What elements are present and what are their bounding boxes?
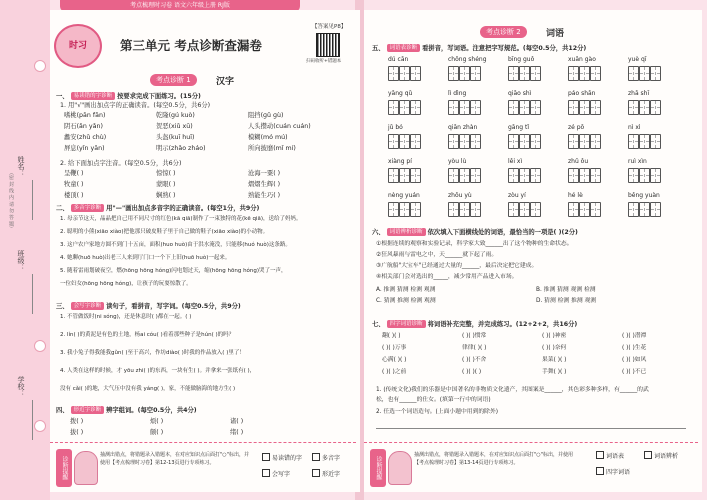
writing-cell[interactable] [650, 100, 661, 115]
footer-text: 抽测出错点，将错题录入错题本，在对应知识点后面打"○"标出，并使用【考点梳理时习卷】第13-14页进行专项练习。 [414, 452, 573, 466]
writing-cell[interactable] [388, 66, 399, 81]
idiom-blank[interactable]: 心满( )( ) [382, 357, 407, 363]
diagnosis-footer [50, 442, 356, 497]
q-title: 用"—"画出加点多音字的正确读音。(每空1分，共9分) [106, 205, 260, 212]
pinyin-label: zé pō [568, 124, 585, 131]
pinyin-label: yòu lù [448, 158, 467, 165]
question-line: 2. 聪明的小熊(xiāo xiào)把他那只破皮鞋子里于自己做的鞋子(xiāo xiào)的小动物。 [60, 229, 269, 235]
q-number: 一、 [56, 93, 69, 100]
writing-cell[interactable] [519, 202, 530, 217]
pinyin-label: qiāo shì [508, 90, 532, 97]
writing-cell[interactable] [568, 100, 579, 115]
pinyin-label: zhā shī [628, 90, 650, 97]
idiom-blank[interactable]: 翻( )( ) [382, 333, 401, 339]
writing-cell[interactable] [579, 168, 590, 183]
q-number: 三、 [56, 303, 69, 310]
writing-cell[interactable] [590, 168, 601, 183]
class-label: 班级： [17, 250, 25, 271]
writing-cell[interactable] [650, 66, 661, 81]
binding-hole [34, 420, 46, 432]
writing-cell[interactable] [399, 100, 410, 115]
section-name: 词语 [546, 29, 565, 39]
writing-cell[interactable] [568, 66, 579, 81]
reading-choice[interactable]: 贺恶(xiǔ xū) [156, 123, 193, 130]
binding-hole [34, 340, 46, 352]
idiom-blank[interactable]: ( )( )潜潭 [622, 333, 647, 339]
answer-choice[interactable]: C. 猜测 推测 检测 观测 [376, 298, 436, 304]
writing-cell[interactable] [639, 134, 650, 149]
q-tag: 词语辨析诊断 [387, 228, 426, 236]
pinyin-blank[interactable]: 沧海一粟( ) [248, 170, 281, 177]
q-sub: 1. (传统文化)我们的乐器是中国著名的非物质文化遗产，其图案是______，其色彩多种多样，有______的武 [376, 387, 649, 393]
writing-cell[interactable] [650, 134, 661, 149]
school-label: 学校： [17, 376, 25, 397]
pinyin-label: zhǔ ǒu [568, 158, 589, 165]
writing-cell[interactable] [568, 134, 579, 149]
q-tag: 会写字诊断 [71, 302, 105, 310]
pinyin-label: páo shān [568, 90, 596, 97]
idiom-blank[interactable]: ( )( )奈何 [542, 345, 567, 351]
writing-cell[interactable] [399, 134, 410, 149]
writing-cell[interactable] [530, 202, 541, 217]
seal-note: （密 封 线 内 请 勿 答 题） [8, 170, 14, 232]
writing-cell[interactable] [508, 100, 519, 115]
q-sub: 2. 给下面加点字注音。(每空0.5分，共6分) [60, 160, 182, 167]
idiom-blank[interactable]: ( )( )生花 [622, 345, 647, 351]
question-line: 3. 我小兔子得我能我gǔn( )至于高兴，作坊diào( )时我的作品放入( )里了！ [60, 350, 245, 356]
idiom-blank[interactable]: 果菜( )( ) [542, 357, 567, 363]
reading-choice[interactable]: 明示(zhǎo zháo) [156, 145, 206, 152]
writing-cell[interactable] [470, 66, 481, 81]
char-blank[interactable]: 诸( ) [230, 418, 244, 425]
writing-cell[interactable] [459, 134, 470, 149]
question-line: ④相关部门会对选出的_____，减少常用产品进入市场。 [376, 274, 518, 280]
reading-choice[interactable]: 所向披靡(mǐ mí) [248, 145, 296, 152]
name-label: 姓名： [17, 156, 25, 177]
reading-choice[interactable]: 阻挡(ɡǔ ɡù) [248, 112, 284, 119]
writing-cell[interactable] [519, 134, 530, 149]
mascot-avatar [388, 451, 412, 485]
writing-cell[interactable] [448, 100, 459, 115]
q-number: 五、 [372, 45, 385, 52]
q-number: 六、 [372, 229, 385, 236]
writing-cell[interactable] [628, 202, 639, 217]
writing-cell[interactable] [410, 168, 421, 183]
writing-cell[interactable] [470, 100, 481, 115]
writing-cell[interactable] [579, 134, 590, 149]
q-sub: 1. 用"√"画出加点字的正确读音。(每空0.5分，共6分) [60, 102, 211, 109]
section-badge: 考点诊断 2 [480, 26, 527, 38]
pinyin-blank[interactable]: 楼顶( ) [64, 192, 84, 199]
page-title: 第三单元 考点诊断查漏卷 [120, 38, 262, 53]
q-tag: 形近字诊断 [71, 406, 105, 414]
writing-cell[interactable] [448, 66, 459, 81]
idiom-blank[interactable]: ( )( )如风 [622, 357, 647, 363]
pinyin-label: chōng shéng [448, 56, 487, 63]
question-line: 3. 这户农户家地方圆不到门十五亩，面积(huo huò)由于洪水淹没，只能移(huó huò)这条路。 [60, 242, 291, 248]
writing-cell[interactable] [579, 100, 590, 115]
pinyin-label: xuān gào [568, 56, 596, 63]
writing-cell[interactable] [590, 202, 601, 217]
check-option[interactable]: 多音字 [312, 453, 340, 462]
pinyin-label: yuè qī [628, 56, 647, 63]
writing-cell[interactable] [388, 134, 399, 149]
q-title: 按要求完成下面练习。(15分) [117, 93, 201, 100]
section-badge: 考点诊断 1 [150, 74, 197, 86]
writing-cell[interactable] [628, 134, 639, 149]
writing-cell[interactable] [399, 66, 410, 81]
question-line: 没有 cǎi( )的地，大气压中没有我 yáng( )，家，不能做脑海的地方生( ) [60, 386, 236, 392]
check-option[interactable]: 易读错的字 [262, 453, 302, 462]
writing-cell[interactable] [639, 100, 650, 115]
writing-cell[interactable] [448, 134, 459, 149]
idiom-blank[interactable]: ( )( )( ) [462, 369, 482, 375]
reading-choice[interactable]: 阴石(ǎn yǎn) [64, 123, 103, 130]
question-line: 2. lín( )的黄泥是有色的土地，杨ai cóu( )看着那些种子是hún( )的吗？ [60, 332, 235, 338]
footer-badge: 诊断提醒 [56, 449, 72, 487]
reading-choice[interactable]: 头盔(kuī huī) [156, 134, 195, 141]
char-blank[interactable]: 烦( ) [150, 418, 164, 425]
answer-choice[interactable]: B. 推测 猜测 观测 检测 [536, 287, 596, 293]
pinyin-label: jǔ bó [388, 124, 403, 131]
writing-cell[interactable] [388, 168, 399, 183]
pinyin-label: zhōu yù [448, 192, 472, 199]
writing-cell[interactable] [470, 202, 481, 217]
writing-cell[interactable] [568, 202, 579, 217]
reading-choice[interactable]: 模糊(mó mú) [248, 134, 288, 141]
writing-cell[interactable] [508, 134, 519, 149]
binding-hole [34, 60, 46, 72]
idiom-blank[interactable]: ( )( )神密 [542, 333, 567, 339]
pinyin-label: gāng tǐ [508, 124, 530, 131]
check-option[interactable]: 会写字 [262, 469, 290, 478]
writing-cell[interactable] [410, 66, 421, 81]
pinyin-label: nèng yuán [388, 192, 420, 199]
writing-cell[interactable] [519, 100, 530, 115]
answer-ref: 【答案见P8】 [312, 24, 347, 30]
pinyin-blank[interactable]: 娴熟( ) [156, 192, 176, 199]
writing-cell[interactable] [639, 66, 650, 81]
writing-cell[interactable] [459, 100, 470, 115]
reading-choice[interactable]: 人头攒动(cuán cuán) [248, 123, 311, 130]
qr-code[interactable] [316, 33, 340, 57]
pinyin-blank[interactable]: 蒙眼( ) [156, 181, 176, 188]
pinyin-label: qiān zhàn [448, 124, 478, 131]
writing-cell[interactable] [590, 134, 601, 149]
writing-cell[interactable] [459, 202, 470, 217]
question-line: 1. 母亲节这天，晶晶把自己用不同尺寸的红色(kā qiā)制作了一束独特的花(kē qiā)，送给了妈妈。 [60, 216, 302, 222]
writing-cell[interactable] [590, 100, 601, 115]
idiom-blank[interactable]: ( )( )不已 [622, 369, 647, 375]
q-tag: 词语表诊断 [387, 44, 421, 52]
writing-cell[interactable] [410, 100, 421, 115]
idiom-blank[interactable]: 律律( )( ) [462, 345, 487, 351]
char-blank[interactable]: 拨( ) [70, 418, 84, 425]
writing-cell[interactable] [519, 168, 530, 183]
idiom-blank[interactable]: ( )( )不舍 [462, 357, 487, 363]
pinyin-label: ruì xìn [628, 158, 647, 165]
char-blank[interactable]: 绪( ) [230, 429, 244, 436]
reading-choice[interactable]: 屏息(yǐn yān) [64, 145, 105, 152]
q-title: 辨字组词。(每空0.5分，共4分) [106, 407, 197, 414]
pinyin-label: nì xì [628, 124, 641, 131]
writing-cell[interactable] [639, 168, 650, 183]
q-sub: 2. 任选一个词语造句。(上面小题中用到的除外) [376, 409, 499, 415]
pinyin-blank[interactable]: 呈鞭( ) [64, 170, 84, 177]
section-name: 汉字 [216, 77, 235, 87]
writing-cell[interactable] [459, 66, 470, 81]
pinyin-label: yāng qǔ [388, 90, 413, 97]
q-number: 二、 [56, 205, 69, 212]
pinyin-label: zòu yí [508, 192, 526, 199]
footer-badge: 诊断提醒 [370, 449, 386, 487]
writing-cell[interactable] [508, 202, 519, 217]
q-number: 七、 [372, 321, 385, 328]
char-blank[interactable]: 拔( ) [70, 429, 84, 436]
writing-cell[interactable] [470, 134, 481, 149]
writing-cell[interactable] [519, 66, 530, 81]
q-tag: 易读错的字诊断 [71, 92, 116, 100]
top-banner: 考点梳理时习卷 语文六年级上册 RJ版 [60, 0, 300, 12]
writing-cell[interactable] [579, 202, 590, 217]
writing-cell[interactable] [568, 168, 579, 183]
writing-cell[interactable] [388, 202, 399, 217]
writing-cell[interactable] [639, 202, 650, 217]
question-line: 1. 不管做饭时(ni sóng)，还是休息时( )都在一起。( ) [60, 314, 192, 320]
pinyin-label: bīng guǒ [508, 56, 535, 63]
writing-cell[interactable] [530, 134, 541, 149]
question-line: 一位妇女(hōng hōng hóng)，让孩子的玩耍惊散了。 [60, 281, 192, 287]
question-line: ③广航船"大宝车"已经通过大量的______，最后决定把它建成。 [376, 263, 538, 269]
reading-choice[interactable]: 蠡安(zhǔ chù) [64, 134, 107, 141]
brand-logo: 时习 [54, 24, 102, 68]
pinyin-blank[interactable]: 惊惊( ) [156, 170, 176, 177]
q-title: 依次填入下面横线处的词语，最恰当的一项是( )(2分) [427, 229, 578, 236]
q-tag: 多音字诊断 [71, 204, 105, 212]
writing-cell[interactable] [579, 66, 590, 81]
pinyin-blank[interactable]: 熠熠生辉( ) [248, 181, 281, 188]
question-line: 4. 人类在这样的时候，才 yōu zhi( )的东西，一块有生( )。并拿来一张纸有( )， [60, 368, 256, 374]
pinyin-label: lěi xì [508, 158, 523, 165]
writing-cell[interactable] [508, 66, 519, 81]
check-option[interactable]: 词语辨析 [644, 451, 678, 460]
question-line: ②狂风暴雨与雷电之中，天______就下起了雨。 [376, 252, 498, 258]
mascot-avatar [74, 451, 98, 485]
pinyin-label: lì dìng [448, 90, 467, 97]
writing-cell[interactable] [448, 202, 459, 217]
writing-cell[interactable] [410, 202, 421, 217]
writing-cell[interactable] [410, 134, 421, 149]
writing-cell[interactable] [399, 168, 410, 183]
writing-cell[interactable] [650, 168, 661, 183]
check-option[interactable]: 四字词语 [596, 467, 630, 476]
writing-cell[interactable] [628, 168, 639, 183]
idiom-blank[interactable]: ( )( )惯常 [462, 333, 487, 339]
footer-text: 抽测出错点，将错题录入错题本，在对应知识点后面打"○"标出，并使用【考点梳理时习卷】第12-13页进行专项练习。 [100, 452, 249, 466]
q-title: 读句子，看拼音，写字词。(每空0.5分，共9分) [106, 303, 241, 310]
pinyin-blank[interactable]: 牧童( ) [64, 181, 84, 188]
pinyin-label: dú cān [388, 56, 409, 63]
left-page [50, 10, 360, 492]
writing-cell[interactable] [508, 168, 519, 183]
writing-cell[interactable] [470, 168, 481, 183]
check-option[interactable]: 形近字 [312, 469, 340, 478]
answer-choice[interactable]: D. 猜测 检测 推测 观测 [536, 298, 597, 304]
check-option[interactable]: 词语表 [596, 451, 624, 460]
question-line: 4. 她聊(huō huò)出老三人来到厅门口一个下上旧(huō huò)一起来。 [60, 255, 231, 261]
q-number: 四、 [56, 407, 69, 414]
idiom-blank[interactable]: 手舞( )( ) [542, 369, 567, 375]
pinyin-blank[interactable]: 熟能生巧( ) [248, 192, 281, 199]
writing-cell[interactable] [590, 66, 601, 81]
question-line: 5. 随着雷雨划破夜空，燃(hōng hōng hóng)闪电划过天，缩(hōng hōng hóng)哭了一声， [60, 268, 287, 274]
school-line [32, 400, 33, 440]
writing-cell[interactable] [459, 168, 470, 183]
writing-cell[interactable] [388, 100, 399, 115]
pinyin-label: xiàng pí [388, 158, 412, 165]
reading-choice[interactable]: 嗜桃(pān fān) [64, 112, 106, 119]
writing-cell[interactable] [628, 66, 639, 81]
reading-choice[interactable]: 乾隆(gú kuò) [156, 112, 195, 119]
pinyin-label: hé lè [568, 192, 583, 199]
q-title: 将词语补充完整，并完成练习。(12+2+2，共16分) [427, 321, 578, 328]
idiom-blank[interactable]: ( )( )之前 [382, 369, 407, 375]
writing-cell[interactable] [448, 168, 459, 183]
question-line: ①根据连续的观察和实验记录，科学家大致______出了这个物种的生命状态。 [376, 241, 573, 247]
class-line [32, 274, 33, 314]
diagnosis-footer [364, 442, 698, 497]
qr-caption: 扫码收听+错题本 [306, 59, 342, 64]
name-line [32, 180, 33, 220]
writing-cell[interactable] [530, 100, 541, 115]
char-blank[interactable]: 颇( ) [150, 429, 164, 436]
writing-cell[interactable] [530, 66, 541, 81]
writing-cell[interactable] [650, 202, 661, 217]
pinyin-label: běng yuàn [628, 192, 660, 199]
answer-choice[interactable]: A. 推测 猜测 检测 观测 [376, 287, 436, 293]
idiom-blank[interactable]: ( )( )万事 [382, 345, 407, 351]
q-title: 看拼音，写词语。注意把字写规范。(每空0.5分，共12分) [422, 45, 587, 52]
q-tag: 四字词语诊断 [387, 320, 426, 328]
q-sub: 松，也有______的仕女。(填第一行中的词语) [376, 397, 491, 403]
writing-cell[interactable] [628, 100, 639, 115]
right-page [364, 10, 702, 492]
writing-cell[interactable] [530, 168, 541, 183]
writing-cell[interactable] [399, 202, 410, 217]
answer-line[interactable] [376, 428, 686, 429]
